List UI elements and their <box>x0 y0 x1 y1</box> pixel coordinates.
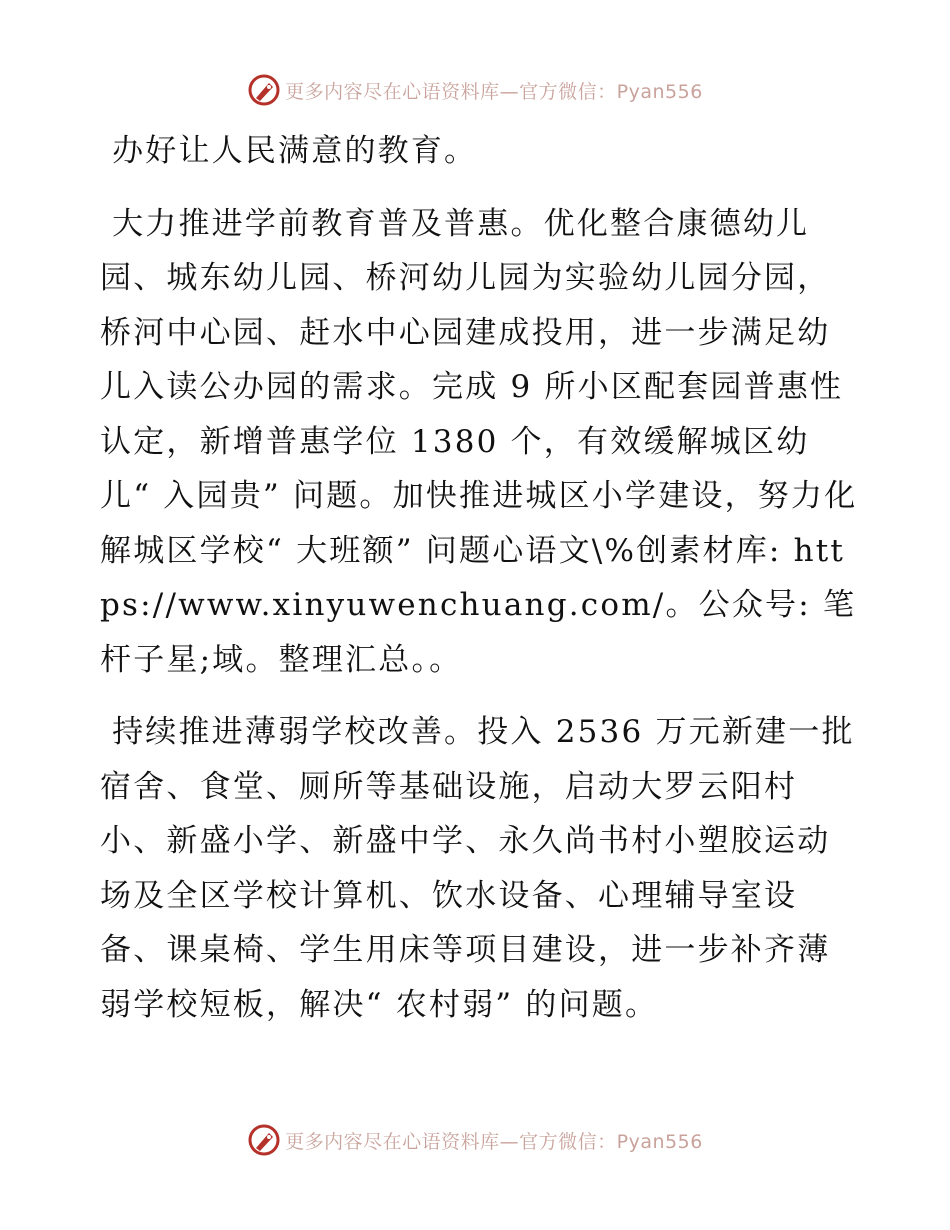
paragraph-2: 大力推进学前教育普及普惠。优化整合康德幼儿园、城东幼儿园、桥河幼儿园为实验幼儿园分园，桥河中心园、赶水中心园建成投用，进一步满足幼儿入读公办园的需求。完成 9 所小区配套园普惠性认定，新增普惠学位 1380 个，有效缓解城区幼儿“ 入园贵” 问题。加快推进城区小学建设，努力化解城区学校“ 大班额” 问题心语文\%创素材库: https://www.xinyuwenchuang.com/。公众号: 笔杆子星;域。整理汇总。。 <box>100 205 858 678</box>
header-watermark <box>0 72 950 108</box>
document-body <box>100 124 860 1032</box>
watermark-text: 更多内容尽在心语资料库—官方微信：Pyan556 <box>285 80 703 103</box>
watermark-text: 更多内容尽在心语资料库—官方微信：Pyan556 <box>285 1130 703 1153</box>
paragraph-3: 持续推进薄弱学校改善。投入 2536 万元新建一批宿舍、食堂、厕所等基础设施，启动大罗云阳村小、新盛小学、新盛中学、永久尚书村小塑胶运动场及全区学校计算机、饮水设备、心理辅导室设备、课桌椅、学生用床等项目建设，进一步补齐薄弱学校短板，解决“ 农村弱” 的问题。 <box>100 714 855 1023</box>
paragraph-1: 办好让人民满意的教育。 <box>100 133 478 169</box>
pen-nib-logo-icon <box>247 73 281 107</box>
footer-watermark <box>0 1122 950 1158</box>
pen-nib-logo-icon <box>247 1123 281 1157</box>
